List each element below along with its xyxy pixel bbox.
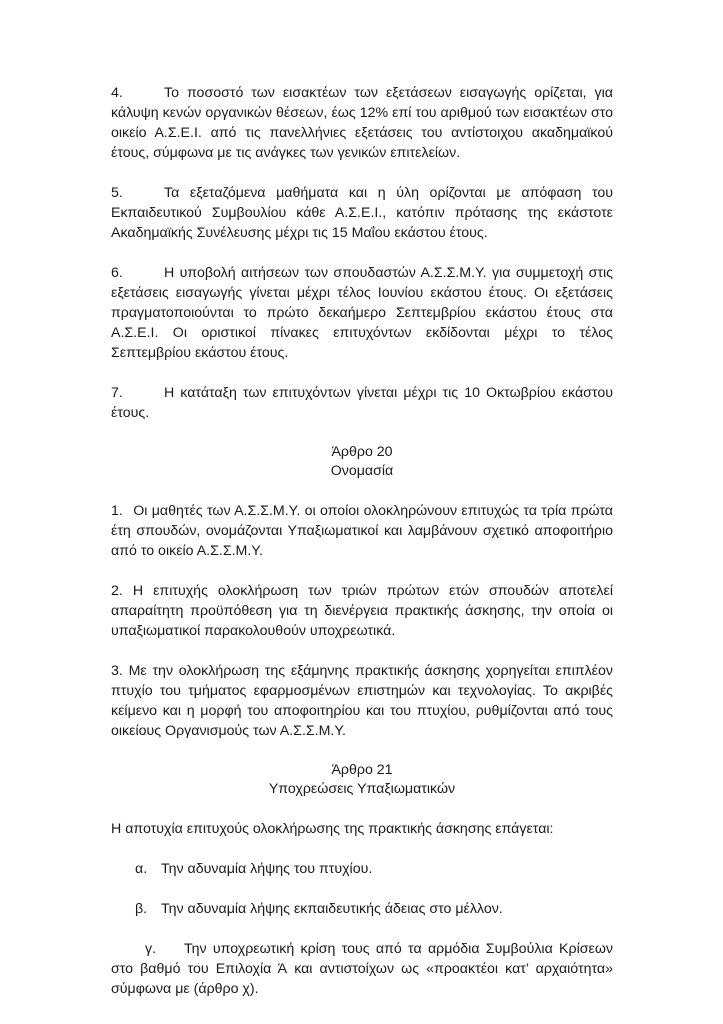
article-subtitle: Ονομασία: [330, 463, 394, 479]
paragraph-text: Οι μαθητές των Α.Σ.Σ.Μ.Υ. οι οποίοι ολοκληρώνουν επιτυχώς τα τρία πρώτα έτη σπουδών, ονομάζονται Υπαξιωματικοί και λαμβάνουν σχετικό αποφοιτήριο από το οικείο Α.Σ.Σ.Μ.Υ.: [111, 503, 614, 559]
paragraph-number: 7.: [111, 385, 123, 401]
article-title: Άρθρο 20: [331, 444, 393, 460]
paragraph-6: [111, 263, 613, 363]
list-letter: α.: [135, 861, 148, 877]
article-20-paragraph-3: [111, 661, 613, 741]
paragraph-text: Με την ολοκλήρωση της εξάμηνης πρακτικής άσκησης χορηγείται επιπλέον πτυχίο του τμήματος εφαρμοσμένων επιστημών και τεχνολογίας. Το ακριβές κείμενο και η μορφή του αποφοιτηρίου και του πτυχίου, ρυθμίζονται από τους οικείους Οργανισμούς των Α.Σ.Σ.Μ.Υ.: [111, 663, 613, 739]
list-letter: γ.: [145, 941, 157, 957]
paragraph-5: [111, 183, 613, 243]
document-page: [111, 83, 613, 1019]
paragraph-4: [111, 83, 613, 163]
paragraph-text: Το ποσοστό των εισακτέων των εξετάσεων εισαγωγής ορίζεται, για κάλυψη κενών οργανικών θέσεων, έως 12% επί του αριθμού των εισακτέων στο οικείο Α.Σ.Ε.Ι. από τις πανελλήνιες εξετάσεις του αντίστοιχου ακαδημαϊκού έτους, σύμφωνα με τις ανάγκες των γενικών επιτελείων.: [111, 85, 613, 161]
list-item-beta: [111, 899, 613, 919]
paragraph-number: 6.: [111, 265, 123, 281]
list-text: Την υποχρεωτική κρίση τους από τα αρμόδια Συμβούλια Κρίσεων στο βαθμό του Επιλοχία Ά και αντιστοίχων ως «προακτέοι κατ’ αρχαιότητα» σύμφωνα με (άρθρο χ).: [111, 941, 613, 997]
paragraph-number: 1.: [111, 503, 123, 519]
list-letter: β.: [135, 901, 148, 917]
article-21-intro: Η αποτυχία επιτυχούς ολοκλήρωσης της πρακτικής άσκησης επάγεται:: [111, 821, 554, 837]
paragraph-number: 4.: [111, 85, 123, 101]
paragraph-text: Τα εξεταζόμενα μαθήματα και η ύλη ορίζονται με απόφαση του Εκπαιδευτικού Συμβουλίου κάθε Α.Σ.Ε.Ι., κατόπιν πρότασης της εκάστοτε Ακαδημαϊκής Συνέλευσης μέχρι τις 15 Μαΐου εκάστου έτους.: [111, 185, 613, 241]
article-title: Άρθρο 21: [331, 762, 393, 778]
list-text: Την αδυναμία λήψης εκπαιδευτικής άδειας στο μέλλον.: [161, 901, 503, 917]
article-subtitle: Υποχρεώσεις Υπαξιωματικών: [268, 781, 456, 797]
paragraph-text: Η υποβολή αιτήσεων των σπουδαστών Α.Σ.Σ.Μ.Υ. για συμμετοχή στις εξετάσεις εισαγωγής γίνεται μέχρι τέλος Ιουνίου εκάστου έτους. Οι εξετάσεις πραγματοποιούνται το πρώτο δεκαήμερο Σεπτεμβρίου εκάστου έτους στα Α.Σ.Ε.Ι. Οι οριστικοί πίνακες επιτυχόντων εκδίδονται μέχρι το τέλος Σεπτεμβρίου εκάστου έτους.: [111, 265, 613, 361]
article-21-heading: [111, 761, 613, 799]
article-20-paragraph-2: [111, 581, 613, 641]
article-20-heading: [111, 443, 613, 481]
paragraph-number: 3.: [111, 663, 123, 679]
paragraph-7: [111, 383, 613, 423]
paragraph-number: 5.: [111, 185, 123, 201]
article-20-paragraph-1: [111, 501, 613, 561]
paragraph-text: Η επιτυχής ολοκλήρωση των τριών πρώτων ετών σπουδών αποτελεί απαραίτητη προϋπόθεση για τη διενέργεια πρακτικής άσκησης, την οποία οι υπαξιωματικοί παρακολουθούν υποχρεωτικά.: [111, 583, 613, 639]
paragraph-text: Η κατάταξη των επιτυχόντων γίνεται μέχρι τις 10 Οκτωβρίου εκάστου έτους.: [111, 385, 613, 421]
list-text: Την αδυναμία λήψης του πτυχίου.: [161, 861, 373, 877]
paragraph-number: 2.: [111, 583, 123, 599]
list-item-gamma: [111, 939, 613, 999]
list-item-alpha: [111, 859, 613, 879]
